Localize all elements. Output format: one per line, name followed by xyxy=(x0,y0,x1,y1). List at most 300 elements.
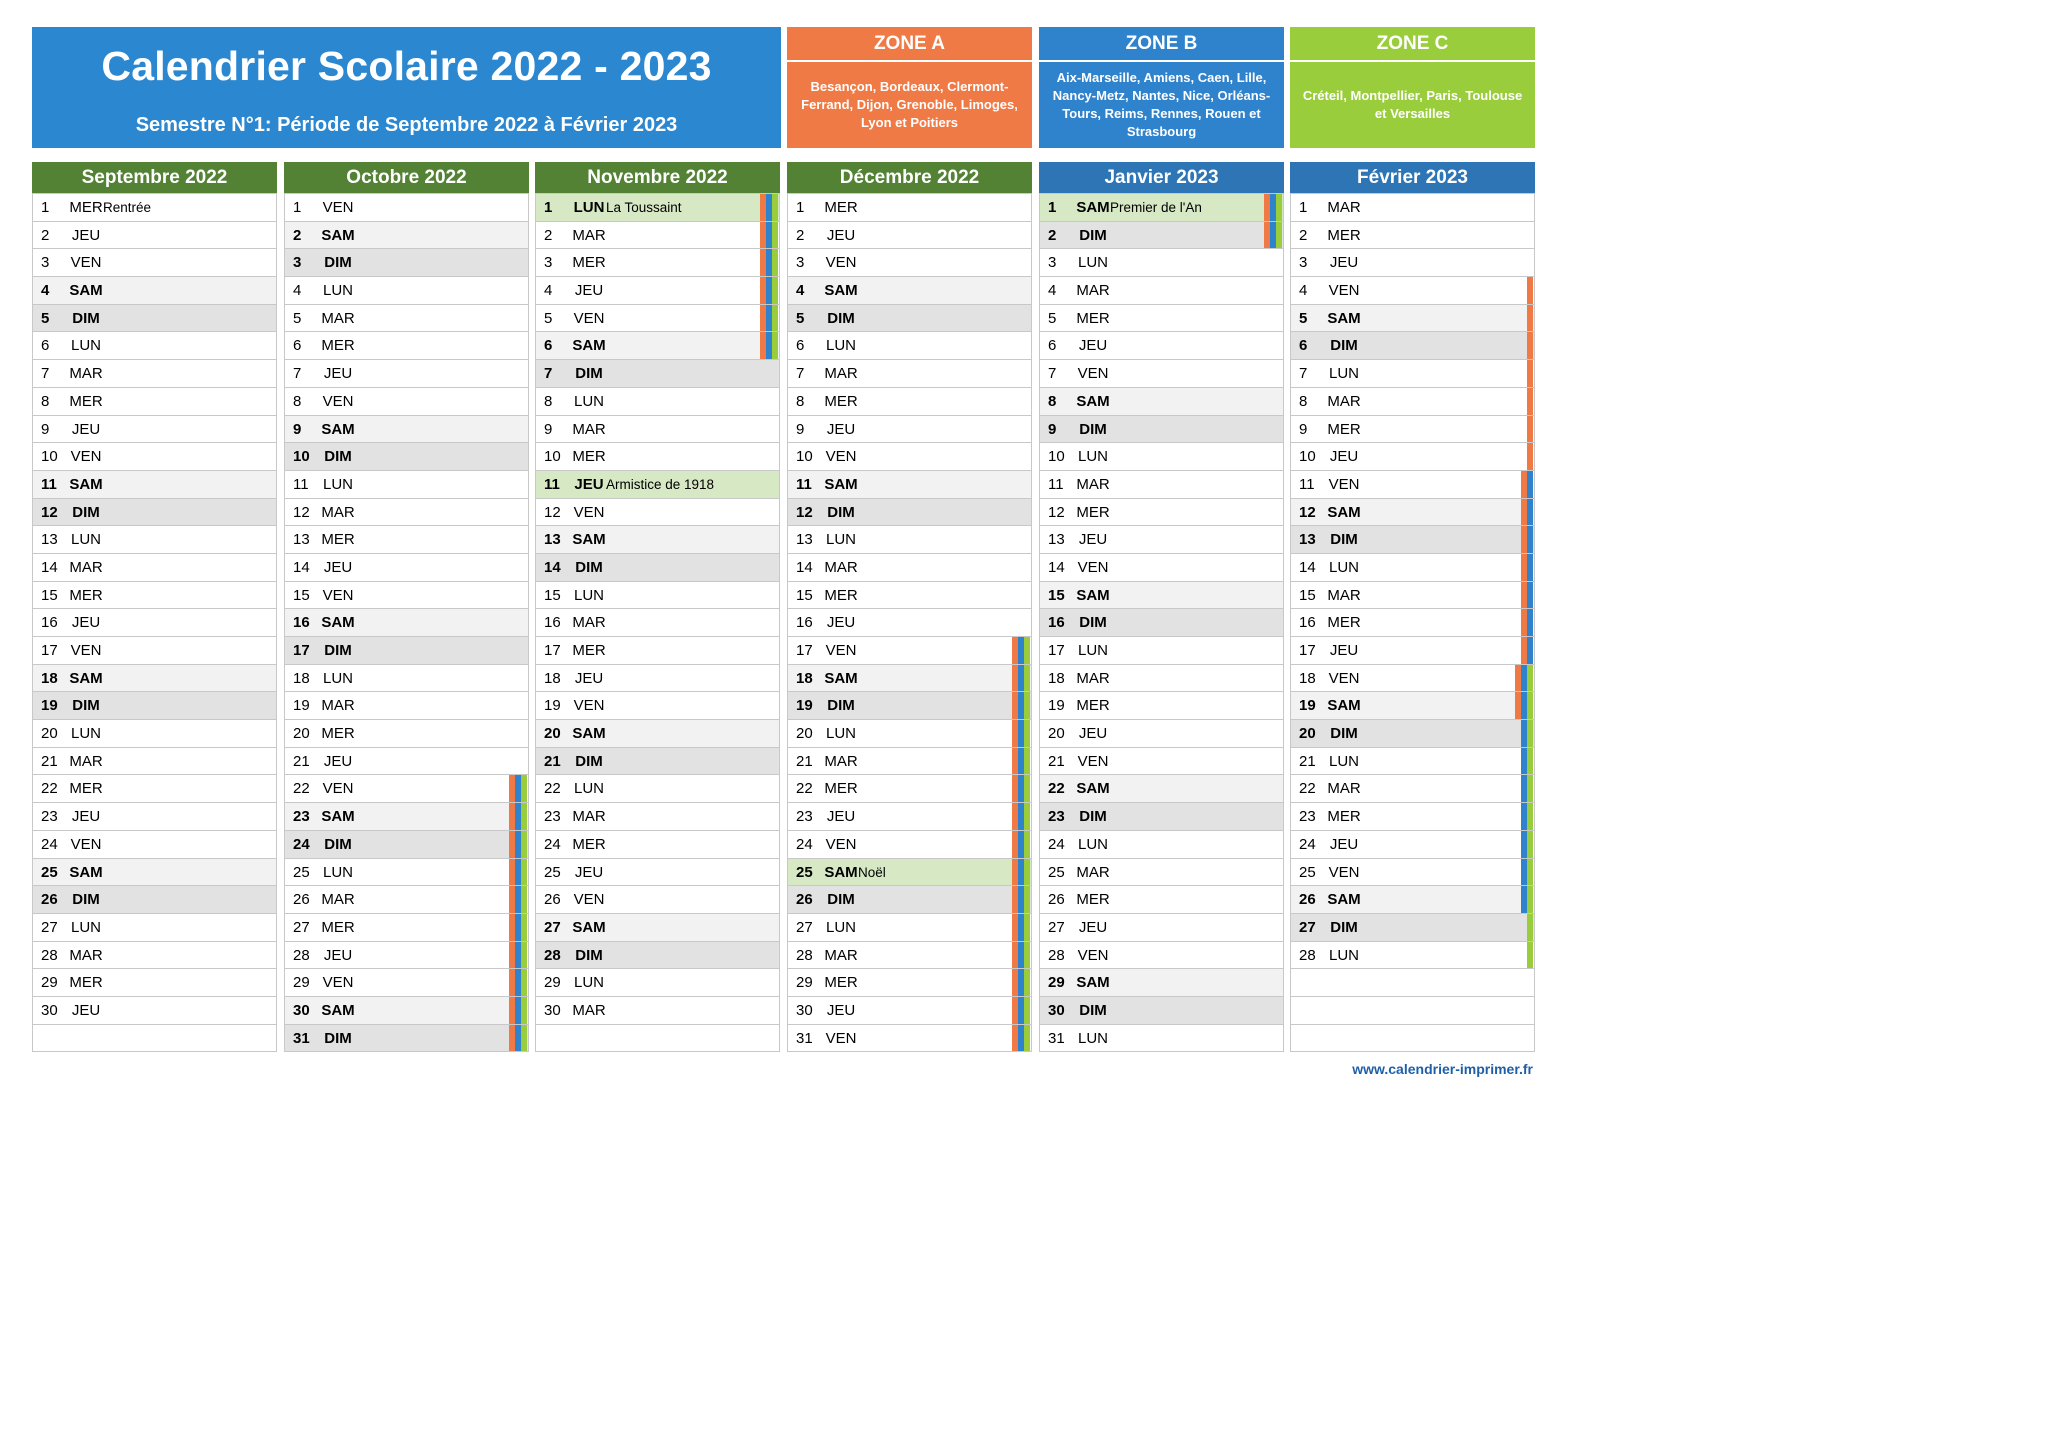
zone-a-label: ZONE A xyxy=(787,27,1032,62)
day-row xyxy=(788,665,1031,693)
day-row xyxy=(536,499,779,527)
day-number: 3 xyxy=(1048,254,1057,272)
weekday-name: VEN xyxy=(322,586,354,604)
weekday-name: MER xyxy=(1076,309,1110,327)
day-row xyxy=(1291,471,1534,499)
day-number: 28 xyxy=(796,946,813,964)
day-number: 28 xyxy=(1048,946,1065,964)
day-row xyxy=(1040,720,1283,748)
day-row xyxy=(1040,582,1283,610)
vacation-bar-zone-a xyxy=(1527,360,1533,387)
weekday-name: SAM xyxy=(572,918,606,936)
day-number: 21 xyxy=(544,752,561,770)
day-row xyxy=(536,194,779,222)
weekday-name: DIM xyxy=(1079,808,1107,826)
day-row xyxy=(1291,997,1534,1025)
day-row xyxy=(1291,222,1534,250)
day-number: 3 xyxy=(41,254,50,272)
weekday-name: LUN xyxy=(322,863,353,881)
weekday-name: VEN xyxy=(825,835,857,853)
weekday-name: VEN xyxy=(573,309,605,327)
vacation-bar-zone-c xyxy=(1527,803,1533,830)
day-number: 10 xyxy=(544,448,561,466)
vacation-bar-zone-a xyxy=(1527,332,1533,359)
day-number: 22 xyxy=(796,780,813,798)
day-row xyxy=(1040,886,1283,914)
day-number: 8 xyxy=(1048,392,1057,410)
day-row xyxy=(788,692,1031,720)
day-number: 30 xyxy=(796,1001,813,1019)
day-number: 29 xyxy=(544,974,561,992)
day-row xyxy=(285,997,528,1025)
weekday-name: DIM xyxy=(72,891,100,909)
day-number: 8 xyxy=(796,392,805,410)
day-number: 19 xyxy=(1299,697,1316,715)
day-number: 9 xyxy=(293,420,302,438)
day-row xyxy=(285,416,528,444)
day-number: 26 xyxy=(41,891,58,909)
day-row xyxy=(536,637,779,665)
weekday-name: LUN xyxy=(573,974,604,992)
weekday-name: MER xyxy=(572,642,606,659)
day-row xyxy=(285,388,528,416)
vacation-bar-zone-c xyxy=(1024,665,1030,692)
vacation-bar-zone-c xyxy=(521,775,527,802)
day-row xyxy=(285,803,528,831)
day-number: 13 xyxy=(293,531,310,549)
day-row xyxy=(1040,831,1283,859)
day-row xyxy=(1040,443,1283,471)
day-number: 2 xyxy=(544,226,553,244)
weekday-name: SAM xyxy=(1076,586,1110,604)
month-header: Novembre 2022 xyxy=(535,162,780,193)
vacation-bar-zone-b xyxy=(1527,526,1533,553)
day-number: 18 xyxy=(293,669,310,687)
day-row xyxy=(788,582,1031,610)
day-number: 25 xyxy=(1048,863,1065,881)
weekday-name: DIM xyxy=(72,309,100,327)
day-row xyxy=(285,1025,528,1053)
day-list xyxy=(1039,193,1284,1052)
vacation-bar-zone-a xyxy=(1527,388,1533,415)
weekday-name: DIM xyxy=(827,697,855,715)
weekday-name: SAM xyxy=(1327,697,1361,715)
day-row xyxy=(285,748,528,776)
day-number: 13 xyxy=(1299,531,1316,549)
weekday-name: JEU xyxy=(323,946,353,964)
day-number: 30 xyxy=(1048,1001,1065,1019)
weekday-name: LUN xyxy=(1077,1029,1108,1047)
day-row xyxy=(1291,803,1534,831)
weekday-name: VEN xyxy=(322,974,354,992)
weekday-name: SAM xyxy=(321,226,355,244)
page-subtitle: Semestre N°1: Période de Septembre 2022 à Février 2023 xyxy=(135,114,678,136)
day-row xyxy=(285,499,528,527)
weekday-name: MAR xyxy=(321,503,355,521)
day-number: 20 xyxy=(1299,725,1316,743)
vacation-bar-zone-b xyxy=(1527,609,1533,636)
day-number: 27 xyxy=(796,918,813,936)
day-number: 8 xyxy=(293,392,302,410)
weekday-name: VEN xyxy=(70,254,102,272)
day-row xyxy=(285,526,528,554)
vacation-bar-zone-b xyxy=(1527,471,1533,498)
day-row xyxy=(536,471,779,499)
weekday-name: JEU xyxy=(1329,642,1359,659)
day-number: 9 xyxy=(41,420,50,438)
day-number: 31 xyxy=(796,1029,813,1047)
day-number: 30 xyxy=(41,1001,58,1019)
day-number: 19 xyxy=(796,697,813,715)
day-number: 19 xyxy=(293,697,310,715)
day-row xyxy=(1040,305,1283,333)
day-row xyxy=(1040,194,1283,222)
day-number: 4 xyxy=(1299,282,1308,300)
day-row xyxy=(788,942,1031,970)
day-row xyxy=(33,775,276,803)
day-row xyxy=(33,997,276,1025)
weekday-name: JEU xyxy=(826,226,856,244)
day-row xyxy=(536,305,779,333)
weekday-name: VEN xyxy=(322,392,354,410)
weekday-name: MAR xyxy=(824,752,858,770)
day-row xyxy=(33,637,276,665)
day-row xyxy=(33,360,276,388)
day-row xyxy=(1291,360,1534,388)
weekday-name: LUN xyxy=(322,669,353,687)
weekday-name: VEN xyxy=(1077,365,1109,383)
day-row xyxy=(788,360,1031,388)
weekday-name: LUN xyxy=(70,918,101,936)
weekday-name: MAR xyxy=(572,1001,606,1019)
day-number: 27 xyxy=(1299,918,1316,936)
day-number: 16 xyxy=(796,614,813,632)
month-header: Décembre 2022 xyxy=(787,162,1032,193)
day-row xyxy=(788,748,1031,776)
day-number: 23 xyxy=(41,808,58,826)
weekday-name: MAR xyxy=(824,365,858,383)
weekday-name: DIM xyxy=(1079,226,1107,244)
vacation-bar-zone-c xyxy=(521,914,527,941)
day-number: 1 xyxy=(796,199,805,216)
weekday-name: JEU xyxy=(71,420,101,438)
day-number: 7 xyxy=(293,365,302,383)
weekday-name: LUN xyxy=(70,725,101,743)
weekday-name: DIM xyxy=(827,309,855,327)
day-row xyxy=(1291,609,1534,637)
vacation-bar-zone-b xyxy=(1527,499,1533,526)
weekday-name: VEN xyxy=(1077,946,1109,964)
weekday-name: DIM xyxy=(1330,531,1358,549)
weekday-name: MAR xyxy=(69,752,103,770)
weekday-name: VEN xyxy=(825,448,857,466)
weekday-name: DIM xyxy=(1079,614,1107,632)
day-number: 6 xyxy=(1048,337,1057,355)
day-number: 15 xyxy=(1299,586,1316,604)
day-row xyxy=(285,969,528,997)
day-number: 25 xyxy=(796,863,813,881)
day-row xyxy=(1040,499,1283,527)
weekday-name: JEU xyxy=(574,863,604,881)
day-number: 15 xyxy=(796,586,813,604)
day-number: 1 xyxy=(293,199,302,216)
month-header: Février 2023 xyxy=(1290,162,1535,193)
day-number: 25 xyxy=(1299,863,1316,881)
day-row xyxy=(536,748,779,776)
day-row xyxy=(788,637,1031,665)
day-number: 2 xyxy=(1048,226,1057,244)
day-row xyxy=(285,609,528,637)
weekday-name: SAM xyxy=(1076,199,1110,216)
weekday-name: MER xyxy=(321,918,355,936)
day-row xyxy=(1040,969,1283,997)
day-list xyxy=(284,193,529,1052)
day-number: 1 xyxy=(1048,199,1057,216)
weekday-name: SAM xyxy=(69,669,103,687)
day-number: 25 xyxy=(293,863,310,881)
day-row xyxy=(788,997,1031,1025)
vacation-bar-zone-c xyxy=(772,277,778,304)
day-number: 2 xyxy=(796,226,805,244)
weekday-name: MER xyxy=(824,974,858,992)
day-row xyxy=(788,554,1031,582)
day-row xyxy=(1291,277,1534,305)
weekday-name: VEN xyxy=(1077,558,1109,576)
vacation-bar-zone-c xyxy=(521,831,527,858)
day-number: 10 xyxy=(1048,448,1065,466)
weekday-name: MAR xyxy=(1327,586,1361,604)
weekday-name: MER xyxy=(69,586,103,604)
day-number: 5 xyxy=(796,309,805,327)
day-number: 2 xyxy=(1299,226,1308,244)
day-row xyxy=(33,222,276,250)
day-number: 27 xyxy=(41,918,58,936)
weekday-name: JEU xyxy=(1078,725,1108,743)
weekday-name: JEU xyxy=(71,226,101,244)
day-number: 2 xyxy=(41,226,50,244)
day-number: 23 xyxy=(1299,808,1316,826)
day-number: 12 xyxy=(1299,503,1316,521)
day-number: 14 xyxy=(544,558,561,576)
weekday-name: LUN xyxy=(1328,365,1359,383)
weekday-name: MAR xyxy=(321,697,355,715)
day-row xyxy=(285,831,528,859)
weekday-name: SAM xyxy=(824,863,858,881)
weekday-name: MAR xyxy=(572,614,606,632)
day-row xyxy=(33,332,276,360)
day-row xyxy=(33,692,276,720)
day-number: 4 xyxy=(41,282,50,300)
vacation-bar-zone-c xyxy=(1024,1025,1030,1052)
weekday-name: JEU xyxy=(71,808,101,826)
day-row xyxy=(285,332,528,360)
day-row xyxy=(1291,1025,1534,1053)
day-number: 25 xyxy=(544,863,561,881)
weekday-name: JEU xyxy=(1329,448,1359,466)
day-row xyxy=(285,720,528,748)
vacation-bar-zone-c xyxy=(1276,194,1282,221)
day-number: 5 xyxy=(544,309,553,327)
vacation-bar-zone-c xyxy=(1024,803,1030,830)
day-row xyxy=(788,305,1031,333)
website-link[interactable]: www.calendrier-imprimer.fr xyxy=(1352,1061,1533,1077)
day-number: 14 xyxy=(41,558,58,576)
day-row xyxy=(788,222,1031,250)
weekday-name: VEN xyxy=(1077,752,1109,770)
day-number: 20 xyxy=(544,725,561,743)
day-row xyxy=(1040,803,1283,831)
weekday-name: LUN xyxy=(70,337,101,355)
vacation-bar-zone-c xyxy=(1527,914,1533,941)
weekday-name: MER xyxy=(69,199,103,216)
day-row xyxy=(536,1025,779,1053)
day-number: 14 xyxy=(1299,558,1316,576)
weekday-name: SAM xyxy=(69,282,103,300)
day-row xyxy=(536,969,779,997)
vacation-bar-zone-c xyxy=(1527,720,1533,747)
weekday-name: VEN xyxy=(573,697,605,715)
day-row xyxy=(1291,886,1534,914)
day-row xyxy=(1291,194,1534,222)
holiday-name: La Toussaint xyxy=(606,200,682,215)
weekday-name: MER xyxy=(1076,697,1110,715)
vacation-bar-zone-c xyxy=(1527,942,1533,969)
day-row xyxy=(33,471,276,499)
day-row xyxy=(1040,554,1283,582)
month-column xyxy=(535,162,780,1052)
weekday-name: LUN xyxy=(1328,558,1359,576)
day-number: 5 xyxy=(1048,309,1057,327)
vacation-bar-zone-c xyxy=(1024,720,1030,747)
day-row xyxy=(536,942,779,970)
day-row xyxy=(788,471,1031,499)
vacation-bar-zone-c xyxy=(1276,222,1282,249)
day-number: 23 xyxy=(544,808,561,826)
weekday-name: VEN xyxy=(70,835,102,853)
weekday-name: MER xyxy=(69,392,103,410)
day-row xyxy=(285,554,528,582)
vacation-bar-zone-c xyxy=(772,305,778,332)
weekday-name: MER xyxy=(824,586,858,604)
vacation-bar-zone-c xyxy=(521,942,527,969)
day-row xyxy=(33,859,276,887)
day-row xyxy=(33,305,276,333)
day-number: 6 xyxy=(544,337,553,355)
day-number: 9 xyxy=(544,420,553,438)
day-row xyxy=(1291,499,1534,527)
weekday-name: DIM xyxy=(324,448,352,466)
weekday-name: MAR xyxy=(321,891,355,909)
day-row xyxy=(1040,416,1283,444)
weekday-name: SAM xyxy=(572,725,606,743)
vacation-bar-zone-c xyxy=(772,222,778,249)
day-row xyxy=(788,859,1031,887)
day-row xyxy=(285,222,528,250)
day-number: 3 xyxy=(1299,254,1308,272)
weekday-name: JEU xyxy=(1329,254,1359,272)
vacation-bar-zone-c xyxy=(1024,914,1030,941)
month-column xyxy=(787,162,1032,1052)
day-number: 15 xyxy=(41,586,58,604)
day-row xyxy=(33,969,276,997)
day-number: 6 xyxy=(1299,337,1308,355)
day-row xyxy=(1040,471,1283,499)
weekday-name: LUN xyxy=(573,586,604,604)
day-row xyxy=(788,886,1031,914)
day-number: 13 xyxy=(544,531,561,549)
weekday-name: MER xyxy=(321,531,355,549)
day-row xyxy=(285,360,528,388)
day-row xyxy=(33,914,276,942)
weekday-name: SAM xyxy=(321,1001,355,1019)
weekday-name: JEU xyxy=(826,808,856,826)
weekday-name: MER xyxy=(321,725,355,743)
vacation-bar-zone-c xyxy=(1527,859,1533,886)
weekday-name: VEN xyxy=(1328,669,1360,687)
day-row xyxy=(33,886,276,914)
day-number: 11 xyxy=(293,475,309,493)
day-number: 11 xyxy=(544,475,560,493)
day-row xyxy=(33,194,276,222)
day-number: 16 xyxy=(1299,614,1316,632)
zone-a-box xyxy=(787,27,1032,148)
weekday-name: MER xyxy=(1327,614,1361,632)
day-row xyxy=(788,803,1031,831)
weekday-name: JEU xyxy=(1078,918,1108,936)
day-number: 21 xyxy=(293,752,310,770)
day-row xyxy=(536,222,779,250)
day-number: 12 xyxy=(41,503,58,521)
zone-c-cities: Créteil, Montpellier, Paris, Toulouse et Versailles xyxy=(1302,88,1523,121)
day-row xyxy=(788,969,1031,997)
day-row xyxy=(1040,748,1283,776)
day-row xyxy=(33,609,276,637)
day-number: 18 xyxy=(1299,669,1316,687)
vacation-bar-zone-c xyxy=(1527,692,1533,719)
day-number: 15 xyxy=(1048,586,1065,604)
weekday-name: JEU xyxy=(574,282,604,300)
weekday-name: MAR xyxy=(1327,780,1361,798)
day-number: 27 xyxy=(1048,918,1065,936)
weekday-name: MAR xyxy=(572,420,606,438)
weekday-name: LUN xyxy=(573,199,605,216)
day-number: 14 xyxy=(796,558,813,576)
vacation-bar-zone-c xyxy=(1024,969,1030,996)
weekday-name: DIM xyxy=(1330,337,1358,355)
day-row xyxy=(33,249,276,277)
zone-b-box xyxy=(1039,27,1284,148)
day-row xyxy=(788,443,1031,471)
holiday-name: Armistice de 1918 xyxy=(606,476,715,492)
day-row xyxy=(536,914,779,942)
day-number: 3 xyxy=(293,254,302,272)
vacation-bar-zone-c xyxy=(1024,692,1030,719)
day-row xyxy=(1291,416,1534,444)
weekday-name: VEN xyxy=(573,503,605,521)
day-row xyxy=(285,886,528,914)
day-row xyxy=(1291,388,1534,416)
day-row xyxy=(1291,526,1534,554)
day-number: 4 xyxy=(796,282,805,300)
day-row xyxy=(1291,665,1534,693)
day-row xyxy=(33,443,276,471)
day-row xyxy=(1291,942,1534,970)
day-row xyxy=(536,692,779,720)
day-list xyxy=(1290,193,1535,1052)
weekday-name: MAR xyxy=(1327,199,1361,216)
day-number: 18 xyxy=(544,669,561,687)
day-row xyxy=(536,526,779,554)
